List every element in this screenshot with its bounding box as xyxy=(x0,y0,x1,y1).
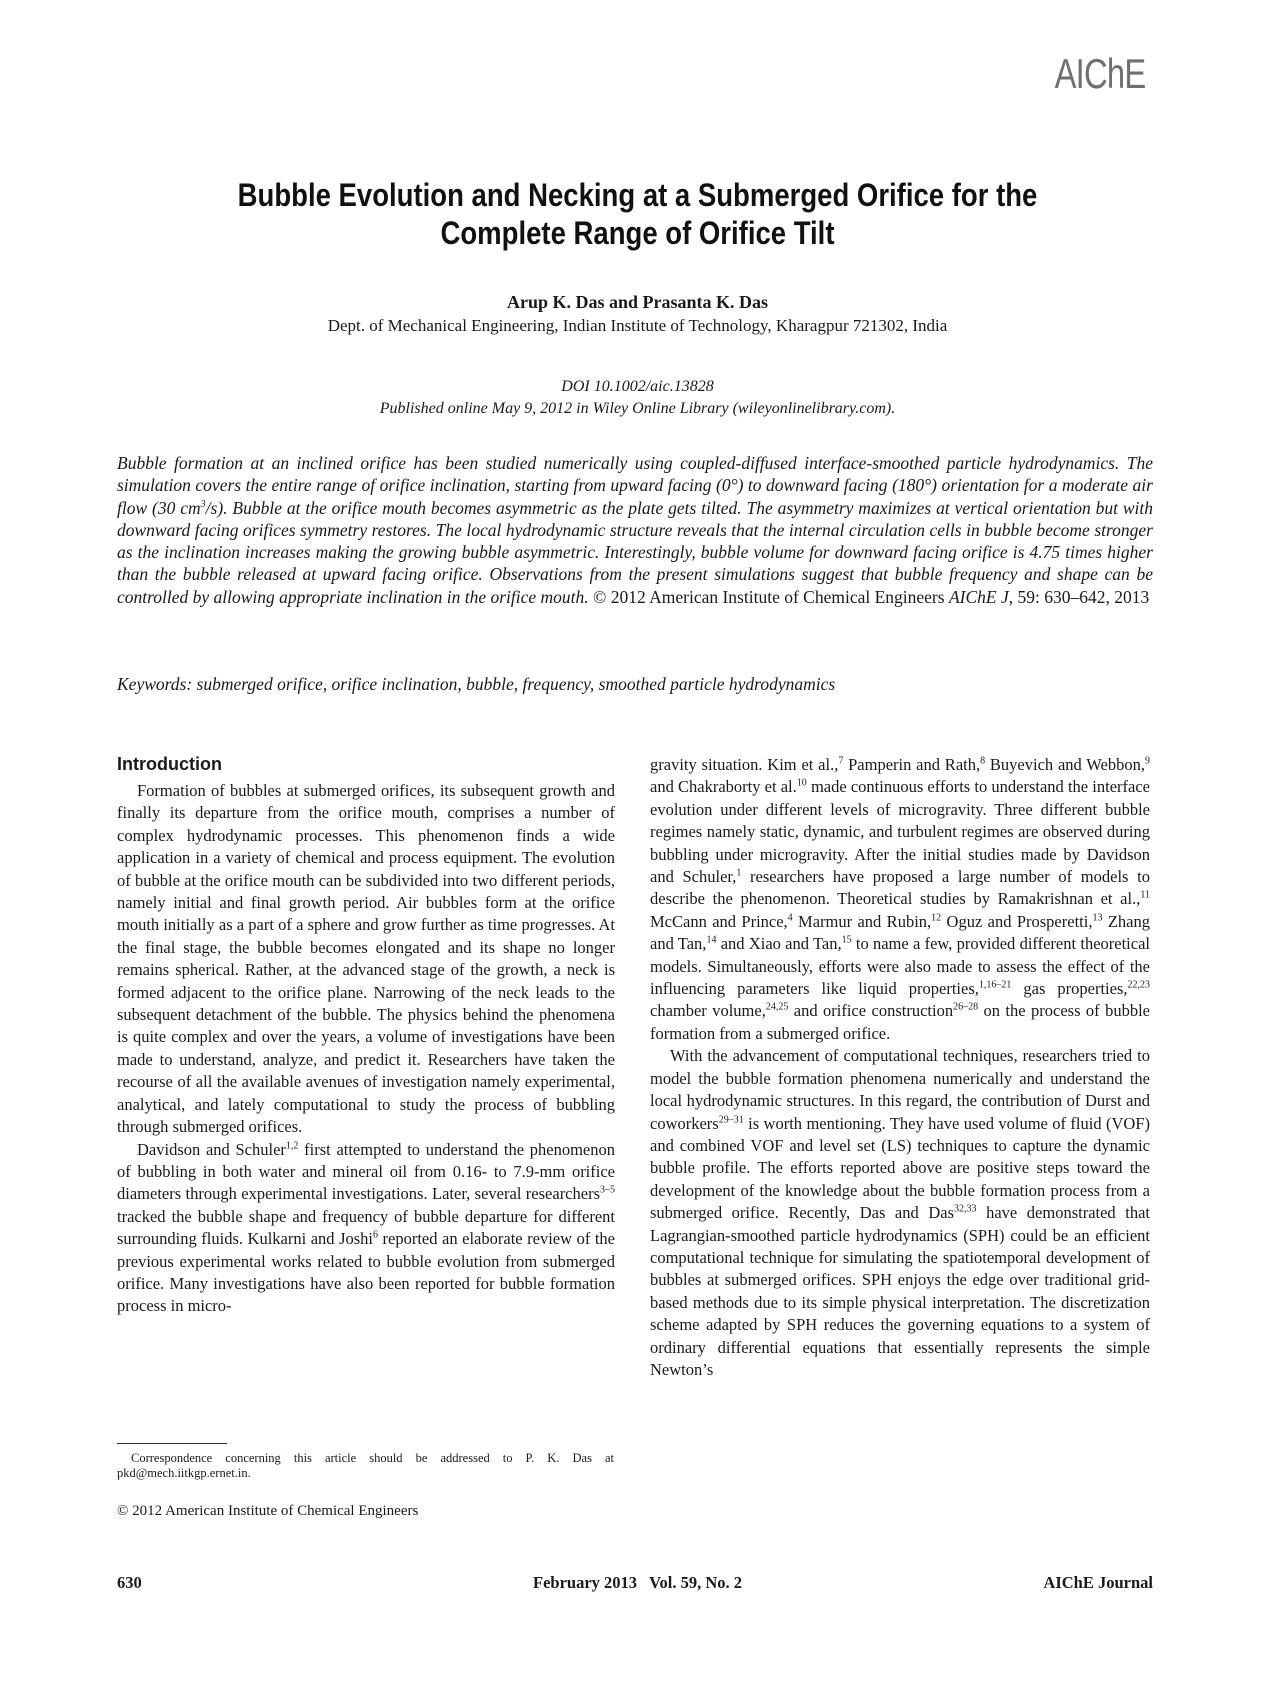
title-line-1: Bubble Evolution and Necking at a Submerged Orifice for the xyxy=(237,177,1038,213)
paragraph: Davidson and Schuler$^{1,2}$ first attempted to understand the phenomenon of bubbling in both water and mineral oil from 0.16- to 7.9-mm orifice diameters through experimental investigations. Later, several researchers$^{3-5}$ tracked the bubble shape and frequency of bubble departure for different surrounding fluids. Kulkarni and Joshi$^6$ reported an elaborate review of the previous experimental works related to bubble evolution from submerged orifice. Many investigations have also been reported for bubble formation process in micro- xyxy=(117,1139,616,1316)
right-column xyxy=(650,754,1150,1381)
issue-info: February 2013 Vol. 59, No. 2 xyxy=(532,1573,742,1592)
publication-info: Published online May 9, 2012 in Wiley Online Library (wileyonlinelibrary.com). xyxy=(379,400,896,417)
abstract-citation: , 59: 630–642, 2013 xyxy=(1008,586,1150,607)
copyright-notice: © 2012 American Institute of Chemical Engineers xyxy=(117,1503,419,1519)
doi: DOI 10.1002/aic.13828 xyxy=(561,378,714,395)
left-column xyxy=(117,780,615,1318)
journal-name: AIChE Journal xyxy=(1043,1573,1153,1592)
affiliation: Dept. of Mechanical Engineering, Indian Institute of Technology, Kharagpur 721302, India xyxy=(327,316,948,335)
journal-logo: AIChE xyxy=(1054,50,1145,97)
paragraph: Formation of bubbles at submerged orifices, its subsequent growth and finally its departure from the orifice mouth, comprises a number of complex hydrodynamic processes. This phenomenon finds a wide application in a variety of chemical and process equipment. The evolution of bubble at the orifice mouth can be subdivided into two different periods, namely initial and final growth period. Air bubbles form at the orifice mouth initially as a part of a sphere and grow further as time progresses. At the final stage, the bubble becomes elongated and its shape no longer remains spherical. Rather, at the advanced stage of the growth, a neck is formed adjacent to the orifice plane. Narrowing of the neck leads to the subsequent detachment of the bubble. The physics behind the phenomena is quite complex and over the years, a volume of investigations have been made to understand, analyze, and predict it. Researchers have taken the recourse of all the available avenues of investigation namely experimental, analytical, and lately computational to study the process of bubbling through submerged orifices. xyxy=(117,781,615,1137)
author-list: Arup K. Das and Prasanta K. Das xyxy=(506,292,769,312)
abstract xyxy=(117,452,1153,608)
title-line-2: Complete Range of Orifice Tilt xyxy=(440,215,835,251)
abstract-text-2: /s). Bubble at the orifice mouth becomes asymmetric as the plate gets tilted. The asymmetry maximizes at vertical orientation but with downward facing orifices symmetry restores. The local hydrodynamic structure reveals that the internal circulation cells in bubble become stronger as the inclination increases making the growing bubble asymmetric. Interestingly, bubble volume for downward facing orifice is 4.75 times higher than the bubble released at upward facing orifice. Observations from the present simulations suggest that bubble frequency and shape can be controlled by allowing appropriate inclination in the orifice mouth. xyxy=(117,497,1154,607)
section-heading-introduction: Introduction xyxy=(117,754,222,774)
footnote-rule xyxy=(117,1443,227,1444)
abstract-superscript: 3 xyxy=(200,498,206,510)
correspondence-footnote: Correspondence concerning this article should be addressed to P. K. Das at pkd@mech.iitkgp.ernet.in. xyxy=(117,1451,614,1480)
abstract-journal-ref: AIChE J xyxy=(948,586,1009,607)
article-title xyxy=(120,176,1155,252)
abstract-text-1: Bubble formation at an inclined orifice has been studied numerically using coupled-diffused interface-smoothed particle hydrodynamics. The simulation covers the entire range of orifice inclination, starting from upward facing (0°) to downward facing (180°) orientation for a moderate air flow (30 cm xyxy=(117,453,1153,518)
paragraph: gravity situation. Kim et al.,$^7$ Pamperin and Rath,$^8$ Buyevich and Webbon,$^9$ and Chakraborty et al.$^{10}$ made continuous efforts to understand the interface evolution under different levels of microgravity. Three different bubble regimes namely static, dynamic, and turbulent regimes are observed during bubbling under microgravity. After the initial studies made by Davidson and Schuler,$^1$ researchers have proposed a large number of models to describe the phenomenon. Theoretical studies by Ramakrishnan et al.,$^{11}$ McCann and Prince,$^4$ Marmur and Rubin,$^{12}$ Oguz and Prosperetti,$^{13}$ Zhang and Tan,$^{14}$ and Xiao and Tan,$^{15}$ to name a few, provided different theoretical models. Simultaneously, efforts were also made to assess the effect of the influencing parameters like liquid properties,$^{1,16-21}$ gas properties,$^{22,23}$ chamber volume,$^{24,25}$ and orifice construction$^{26-28}$ on the process of bubble formation from a submerged orifice. xyxy=(650,755,1150,1043)
keywords: Keywords: submerged orifice, orifice inclination, bubble, frequency, smoothed particle hydrodynamics xyxy=(117,674,836,694)
paragraph: With the advancement of computational techniques, researchers tried to model the bubble formation phenomena numerically and understand the local hydrodynamic structures. In this regard, the contribution of Durst and coworkers$^{29-31}$ is worth mentioning. They have used volume of fluid (VOF) and combined VOF and level set (LS) techniques to capture the dynamic bubble profile. The efforts reported above are positive steps toward the development of the knowledge about the bubble formation process from a submerged orifice. Recently, Das and Das$^{32,33}$ have demonstrated that Lagrangian-smoothed particle hydrodynamics (SPH) could be an efficient computational technique for simulating the spatiotemporal development of bubbles at submerged orifices. SPH enjoys the edge over traditional grid-based methods due to its simple physical interpretation. The discretization scheme adapted by SPH reduces the governing equations to a system of ordinary differential equations that essentially represents the simple Newton’s xyxy=(650,1046,1151,1379)
page-number: 630 xyxy=(117,1573,142,1592)
abstract-copyright: © 2012 American Institute of Chemical Engineers xyxy=(588,586,949,607)
